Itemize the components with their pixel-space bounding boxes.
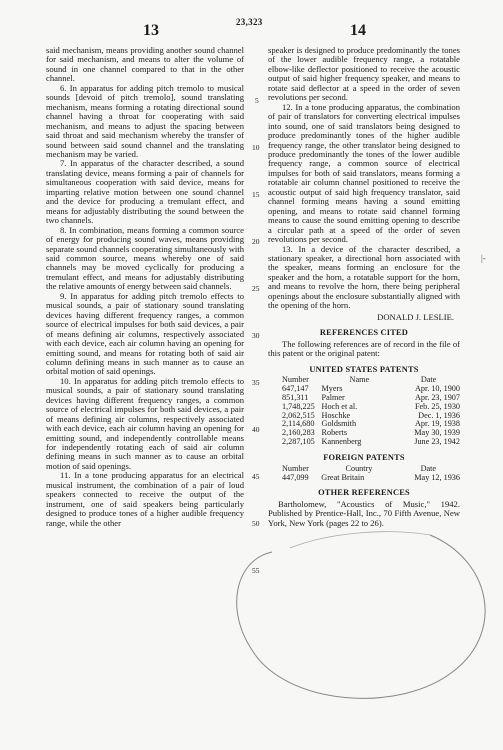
claim-paragraph: 8. In combination, means forming a common source of energy for producing sound waves, means providing separate sound channels cooperating simultaneously with said common source, means whereby one of said channels may be moved cyclically for producing a tremulant effect, and means for adjustably distributing the relative amounts of energy between said channels.: [46, 224, 244, 292]
patent-date-cell: Apr. 10, 1900: [414, 383, 460, 393]
claim-paragraph: 11. In a tone producing apparatus for an electrical musical instrument, the combination of a pair of loud speakers connected to receive the output of the instrument, one of said speakers being particularly designed to produce tones of a higher audible frequency range, while the other: [46, 470, 244, 528]
other-reference-entry: Bartholomew, "Acoustics of Music," 1942. Published by Prentice-Hall, Inc., 70 Fifth Avenue, New York, New York (pages 22 to 26).: [268, 498, 460, 528]
line-number: 35: [252, 378, 260, 387]
line-number: 50: [252, 519, 260, 528]
patent-date-cell: Dec. 1, 1936: [418, 410, 460, 420]
right-column: [268, 46, 460, 528]
patent-name-cell: Goldsmith: [321, 419, 357, 429]
patent-date-cell: Apr. 19, 1938: [414, 419, 460, 429]
page-number-right: 14: [350, 22, 366, 39]
patent-date-cell: June 23, 1942: [414, 437, 460, 447]
patent-number-cell: 851,311: [282, 392, 309, 402]
patent-name-cell: Roberts: [321, 428, 348, 438]
claim-paragraph: 7. In apparatus of the character described, a sound translating device, means forming a pair of channels for simultaneous cooperation with said device, means for imparting relative motion between one sound channel and the device for producing a tremulant effect, and means for adjustably distributing the sound between the two channels.: [46, 158, 244, 226]
references-heading: REFERENCES CITED: [319, 328, 409, 338]
line-number: 10: [252, 143, 260, 152]
inventor-signature: DONALD J. LESLIE.: [377, 311, 454, 322]
patent-number-cell: 447,099: [282, 472, 309, 482]
line-number: 5: [255, 96, 259, 105]
patent-number-cell: 647,147: [282, 383, 309, 393]
claim-paragraph: said mechanism, means providing another sound channel for said mechanism, and means to alter the volume of sound in one channel compared to that in the other channel.: [46, 45, 244, 84]
claim-paragraph: speaker is designed to produce predominantly the tones of the lower audible frequency range, a rotatable elbow-like deflector positioned to receive the acoustic output of said higher frequency speaker, and means to rotate said deflector at a speed in the order of seven revolutions per second.: [268, 45, 460, 103]
claim-paragraph: 10. In apparatus for adding pitch tremolo effects to musical sounds, a pair of stationary sound translating devices having different frequency ranges, a common source of electrical impulses for both said devices, a pair of means defining air columns, respectively associated with each device, each air column having an opening for emitting sound, and independently controllable means for independently rotating each of said air column defining means in such manner as to cause an orbital motion of said openings.: [46, 375, 244, 471]
patent-number-cell: 2,114,680: [282, 419, 315, 429]
claim-paragraph: 12. In a tone producing apparatus, the combination of pair of translators for converting electrical impulses into sound, one of said translators being designed to produce predominantly tones of the higher audible frequency range, the other translator being designed to produce predominantly the tones of the lower audible frequency range, a common source of electrical impulses for both of said translators, means forming a rotatable air column channel positioned to receive the acoustic output of said high frequency translator, said channel forming means having a sound emitting opening, and means to rotate said channel forming means to cause the sound emitting opening to describe a circular path at a speed of the order of seven revolutions per second.: [268, 101, 460, 245]
patent-name-cell: Hoschke: [321, 410, 351, 420]
table-row: [282, 474, 460, 483]
column-header: Date: [420, 463, 437, 473]
patent-date-cell: Apr. 23, 1907: [414, 392, 460, 402]
column-header: Name: [349, 374, 370, 384]
table-row: [282, 438, 460, 447]
line-number: 25: [252, 284, 260, 293]
claim-paragraph: 6. In apparatus for adding pitch tremolo to musical sounds [devoid of pitch tremolo], sound translating mechanism, means forming a rotating directional sound channel having a throat for cooperating with said mechanism, and means to adjust the spacing between said throat and said mechanism whereby the transfer of sound between said sound channel and the translating mechanism may be varied.: [46, 82, 244, 159]
foreign-patents-table: [282, 465, 460, 483]
claim-paragraph: 13. In a device of the character described, a stationary speaker, a directional horn associated with the speaker, means forming an enclosure for the speaker and the horn, a rotatable support for the horn, and means to revolve the horn, there being peripheral openings about the enclosure substantially aligned with the opening of the horn.: [268, 243, 460, 311]
margin-mark: |-: [481, 253, 486, 263]
patent-name-cell: Palmer: [321, 392, 345, 402]
column-header: Country: [345, 463, 373, 473]
line-number: 40: [252, 425, 260, 434]
line-number: 15: [252, 190, 260, 199]
patent-date-cell: Feb. 25, 1930: [414, 401, 460, 411]
patent-number-cell: 1,748,225: [282, 401, 315, 411]
patent-date-cell: May 12, 1936: [414, 472, 460, 482]
line-number: 20: [252, 237, 260, 246]
page-number-left: 13: [143, 22, 159, 39]
line-number: 45: [252, 472, 260, 481]
column-header: Number: [282, 374, 309, 384]
us-patents-heading: UNITED STATES PATENTS: [309, 364, 419, 374]
foreign-patents-heading: FOREIGN PATENTS: [323, 453, 405, 463]
line-number: 30: [252, 331, 260, 340]
line-number: 55: [252, 566, 260, 575]
us-patents-table: [282, 376, 460, 447]
patent-number: 23,323: [236, 17, 263, 27]
claim-paragraph: 9. In apparatus for adding pitch tremolo effects to musical sounds, a pair of stationary sound translating devices having different frequency ranges, a common source of electrical impulses for both said devices, a pair of means defining air columns, respectively associated with each device, each air column having an opening for emitting sound, and means for rotating both of said air column defining means in such manner as to cause an orbital motion of said openings.: [46, 290, 244, 377]
references-intro: The following references are of record in the file of this patent or the original patent:: [268, 338, 460, 359]
patent-name-cell: Hoch et al.: [321, 401, 358, 411]
patent-date-cell: May 30, 1939: [414, 428, 460, 438]
patent-number-cell: 2,062,515: [282, 410, 315, 420]
patent-number-cell: 2,287,105: [282, 437, 315, 447]
column-header: Date: [420, 374, 437, 384]
patent-number-cell: 2,160,283: [282, 428, 315, 438]
other-references-heading: OTHER REFERENCES: [318, 488, 410, 498]
patent-name-cell: Myers: [321, 383, 343, 393]
column-header: Number: [282, 463, 309, 473]
patent-name-cell: Kannenberg: [321, 437, 362, 447]
page-header: [0, 8, 503, 38]
patent-country-cell: Great Britain: [321, 472, 365, 482]
left-column: [46, 46, 244, 528]
